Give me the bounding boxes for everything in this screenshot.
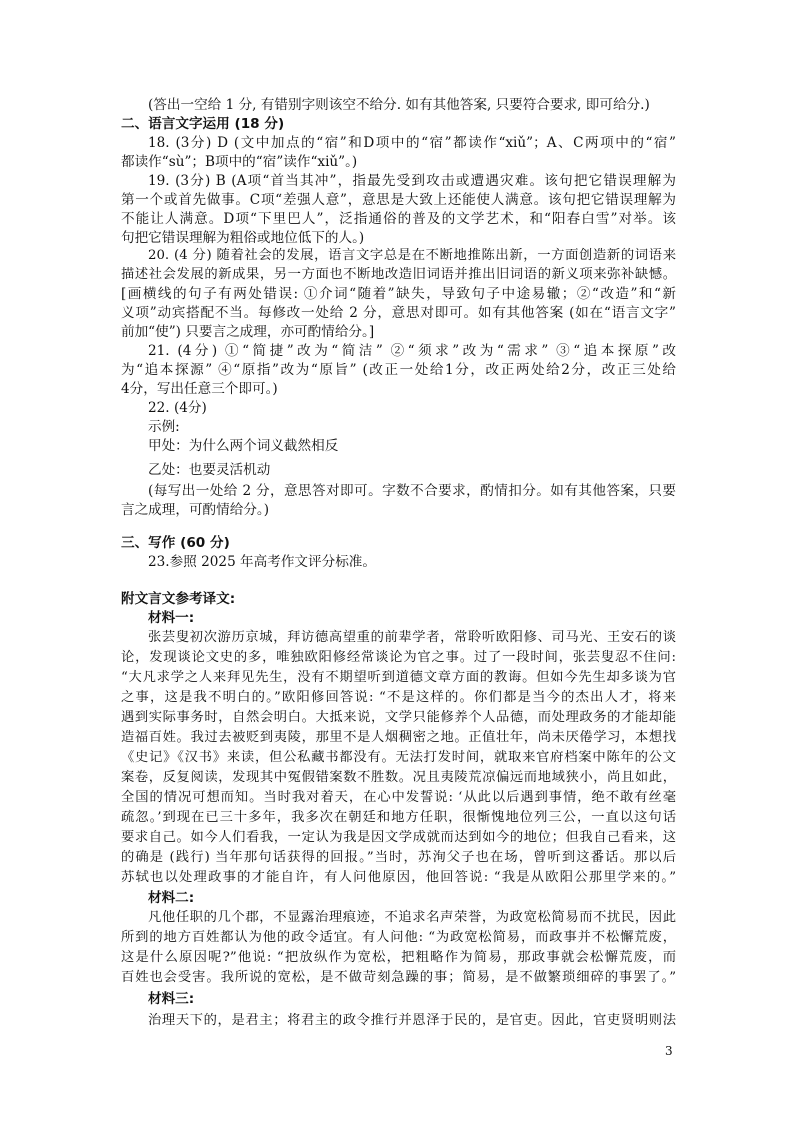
text-line: 不能让人满意。D项“下里巴人”，泛指通俗的普及的文学艺术，和“阳春白雪”对举。该	[121, 211, 676, 227]
text-line: 甲处：为什么两个词义截然相反	[148, 438, 339, 454]
text-line: (答出一空给 1 分, 有错别字则该空不给分. 如有其他答案, 只要符合要求, 即可给分.)	[148, 97, 650, 113]
text-line: 第一个或首先做事。C项“差强人意”，意思是大致上还能使人满意。该句把它错误理解为	[121, 192, 676, 208]
text-line: 言之成理，可酌情给分。)	[121, 502, 270, 518]
text-line: 疏忽。’到现在已三十多年，我多次在朝廷和地方任职，很惭愧地位列三公，一直以这句话	[121, 810, 676, 825]
text-line: 22. (4分)	[148, 400, 207, 416]
text-line: [画横线的句子有两处错误: ①介词“随着”缺失，导致句子中途易辙；②“改造”和“新	[121, 286, 676, 302]
text-line: 乙处：也要灵活机动	[148, 462, 271, 478]
text-line: 句把它错误理解为粗俗或地位低下的人。)	[121, 230, 365, 246]
text-line: “大凡求学之人来拜见先生，没有不期望听到道德文章方面的教诲。但如今先生却多谈为官	[121, 670, 676, 685]
text-line: 之事，这是我不明白的。”欧阳修回答说: “不是这样的。你们都是当今的杰出人才，将来	[121, 690, 676, 705]
section-heading: 二、语言文字运用 (18 分)	[121, 116, 285, 132]
text-line: 遇到实际事务时，自然会明白。大抵来说，文学只能修养个人品德，而处理政务的才能却能	[121, 710, 676, 725]
text-line: 义项”动宾搭配不当。每修改一处给 2 分，意思对即可。如有其他答案 (如在“语言文字”	[121, 305, 676, 321]
text-line: 百姓也会受害。我所说的宽松，是不做苛刻急躁的事；简易，是不做繁琐细碎的事罢了。”	[121, 970, 676, 985]
text-line: 的确是 (践行) 当年那句话获得的回报。”当时，苏洵父子也在场，曾听到这番话。那以后	[121, 850, 676, 865]
text-line: 要求自己。如今人们看我，一定认为我是因文学成就而达到如今的地位；但我自己看来，这	[121, 830, 676, 845]
text-line: 20. (4 分) 随着社会的发展，语言文字总是在不断地推陈出新，一方面创造新的词语来	[148, 248, 676, 263]
text-line: 19. (3分) B (A项“首当其冲”，指最先受到攻击或遭遇灾难。该句把它错误理解为	[148, 173, 676, 189]
page-number: 3	[665, 1044, 673, 1058]
material-heading: 材料一:	[148, 610, 195, 626]
appendix-heading: 附文言文参考译文:	[121, 591, 236, 607]
text-line: 论，发现谈论文史的多，唯独欧阳修经常谈论为官之事。过了一段时间，张芸叟忍不住问:	[121, 650, 676, 665]
text-line: 造福百姓。我过去被贬到夷陵，那里不是人烟稠密之地。正值壮年，尚未厌倦学习，本想找	[121, 730, 676, 745]
material-heading: 材料三:	[148, 991, 195, 1007]
text-line: 《史记》《汉书》来读，但公私藏书都没有。无法打发时间，就取来官府档案中陈年的公文	[121, 750, 676, 765]
text-line: 张芸叟初次游历京城，拜访德高望重的前辈学者，常聆听欧阳修、司马光、王安石的谈	[148, 630, 676, 645]
section-heading: 三、写作 (60 分)	[121, 535, 230, 551]
text-line: 描述社会发展的新成果，另一方面也不断地改造旧词语并推出旧词语的新义项来弥补缺憾。	[121, 267, 676, 282]
text-line: 苏轼也以处理政事的才能自许，有人问他原因，他回答说: “我是从欧阳公那里学来的。”	[121, 870, 676, 885]
material-heading: 材料二:	[148, 890, 195, 906]
text-line: 都读作“sù”；B项中的“宿”读作“xiǔ”。)	[121, 154, 358, 170]
text-line: 案卷，反复阅读，发现其中冤假错案数不胜数。况且夷陵荒凉偏远而地域狭小，尚且如此，	[121, 770, 676, 785]
text-line: 这是什么原因呢?”他说: “把放纵作为宽松，把粗略作为简易，那政事就会松懈荒废，而	[121, 950, 676, 965]
text-line: 凡他任职的几个郡，不显露治理痕迹，不追求名声荣誉，为政宽松简易而不扰民，因此	[148, 910, 676, 925]
text-line: 为“追本探源” ④“原指”改为“原旨” (改正一处给1分，改正两处给2分，改正三处给	[121, 362, 676, 378]
text-line: 示例:	[148, 419, 180, 435]
text-line: (每写出一处给 2 分，意思答对即可。字数不合要求，酌情扣分。如有其他答案，只要	[148, 483, 676, 499]
text-line: 治理天下的，是君主；将君主的政令推行并恩泽于民的，是官吏。因此，官吏贤明则法	[148, 1013, 676, 1028]
text-line: 所到的地方百姓都认为他的政令适宜。有人问他: “为政宽松简易，而政事并不松懈荒废，	[121, 930, 676, 945]
text-line: 18. (3分) D (文中加点的“宿”和D项中的“宿”都读作“xiǔ”；A、C两项中的“宿”	[148, 135, 676, 151]
text-line: 4分，写出任意三个即可。)	[121, 381, 278, 397]
text-line: 前加“使”) 只要言之成理，亦可酌情给分。]	[121, 324, 375, 340]
text-line: 21. (4分) ①“简捷”改为“简洁” ②“须求”改为“需求” ③“追本探原”改	[148, 343, 676, 359]
text-line: 全国的情况可想而知。当时我对着天，在心中发誓说: ‘从此以后遇到事情，绝不敢有丝毫	[121, 790, 676, 805]
text-line: 23.参照 2025 年高考作文评分标准。	[148, 554, 376, 570]
